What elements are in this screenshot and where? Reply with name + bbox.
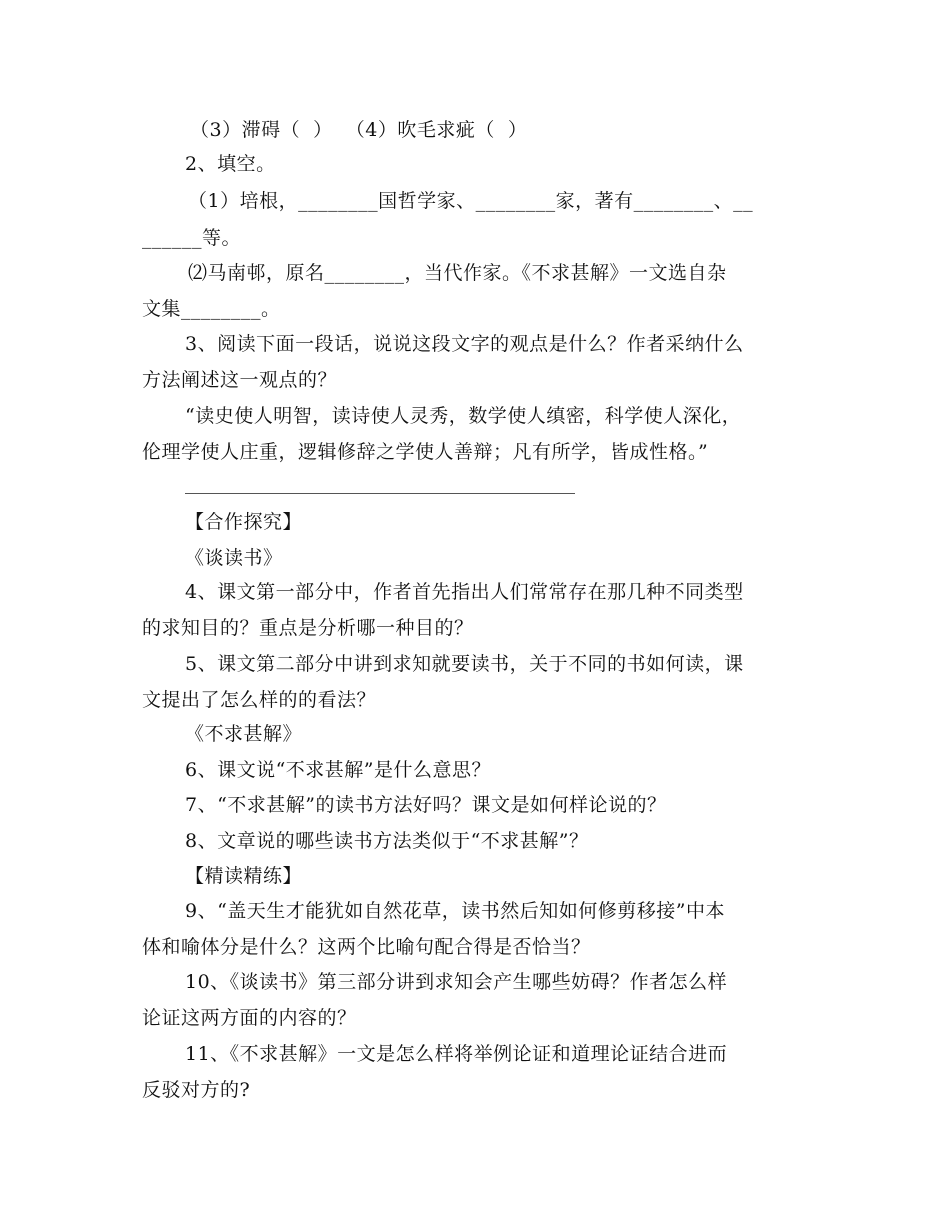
text-line: ______等。: [142, 227, 242, 249]
subsection-title: 《不求甚解》: [185, 723, 303, 745]
text-line: （3）滞碍（ ） （4）吹毛求疵（ ）: [190, 119, 528, 141]
quote-line: “读史使人明智，读诗使人灵秀，数学使人缜密，科学使人深化，: [185, 405, 742, 427]
question-text: 论证这两方面的内容的？: [142, 1007, 357, 1029]
text-line: 文集________。: [142, 298, 281, 320]
question-text: 5、课文第二部分中讲到求知就要读书，关于不同的书如何读，课: [185, 653, 744, 675]
question-text: 文提出了怎么样的的看法？: [142, 689, 377, 711]
text-line: 2、填空。: [185, 153, 276, 175]
question-text: 10、《谈读书》第三部分讲到求知会产生哪些妨碍？作者怎么样: [185, 971, 728, 993]
question-text: 体和喻体分是什么？这两个比喻句配合得是否恰当？: [142, 936, 591, 958]
question-text: 4、课文第一部分中，作者首先指出人们常常存在那几种不同类型: [185, 581, 744, 603]
text-line: （1）培根，________国哲学家、________家，著有________、__: [188, 190, 754, 212]
text-line: ⑵马南邨，原名________，当代作家。《不求甚解》一文选自杂: [188, 262, 727, 284]
question-text: 的求知目的？重点是分析哪一种目的？: [142, 617, 474, 639]
question-text: 9、“盖天生才能犹如自然花草，读书然后知如何修剪移接”中本: [185, 900, 726, 922]
subsection-title: 《谈读书》: [185, 547, 283, 569]
text-line: 3、阅读下面一段话，说说这段文字的观点是什么？作者采纳什么: [185, 333, 744, 355]
question-text: 反驳对方的?: [142, 1079, 251, 1101]
quote-line: 伦理学使人庄重，逻辑修辞之学使人善辩；凡有所学，皆成性格。”: [142, 441, 709, 463]
answer-line: [185, 493, 575, 494]
section-heading: 【精读精练】: [185, 865, 303, 887]
question-text: 11、《不求甚解》一文是怎么样将举例论证和道理论证结合进而: [185, 1043, 728, 1065]
text-line: 方法阐述这一观点的？: [142, 369, 338, 391]
section-heading: 【合作探究】: [185, 511, 303, 533]
question-text: 8、文章说的哪些读书方法类似于“不求甚解”？: [185, 830, 589, 852]
question-text: 6、课文说“不求甚解”是什么意思？: [185, 759, 492, 781]
question-text: 7、“不求甚解”的读书方法好吗？课文是如何样论说的？: [185, 794, 667, 816]
